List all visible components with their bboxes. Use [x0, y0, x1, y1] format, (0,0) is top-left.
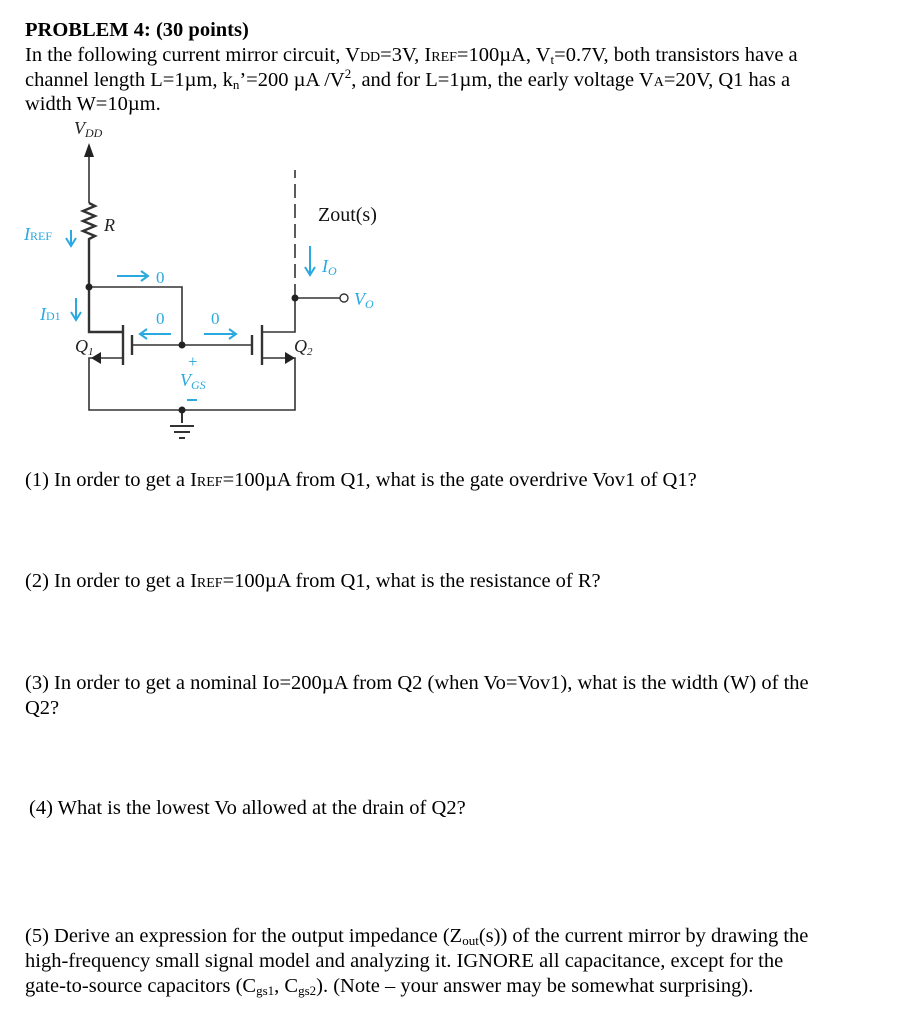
question-5-line-3 — [25, 974, 753, 998]
q1-transistor — [123, 325, 132, 365]
t: channel length L=1µm, k — [25, 69, 233, 91]
arrow-right-icon — [117, 271, 148, 281]
question-5 — [25, 924, 808, 948]
zout-label: Zout(s) — [318, 204, 377, 226]
question-1 — [25, 468, 697, 495]
t: (5) Derive an expression for the output impedance (Z — [25, 925, 463, 947]
current-zero-label: 0 — [211, 309, 220, 328]
t: =100µA from Q1, what is the gate overdrive Vov1 of Q1? — [222, 469, 697, 491]
intro-line-2 — [25, 68, 790, 95]
io-arrow-icon — [305, 246, 315, 275]
t: (2) In order to get a I — [25, 570, 197, 592]
resistor-r — [83, 203, 123, 332]
t: gate-to-source capacitors (C — [25, 975, 257, 997]
t: ’=200 µA /V — [239, 69, 345, 91]
question-2 — [25, 569, 601, 596]
question-4: (4) What is the lowest Vo allowed at the drain of Q2? — [29, 797, 466, 819]
arrow-right-icon — [204, 329, 236, 339]
t: =100µA, V — [456, 44, 551, 66]
id1-arrow-icon — [71, 298, 81, 320]
t: DD — [359, 50, 381, 65]
t: ). (Note – your answer may be somewhat surprising). — [316, 975, 754, 997]
t: , C — [274, 975, 299, 997]
vdd-arrow-icon — [84, 143, 94, 157]
plus-sign: + — [188, 352, 198, 371]
intro-line-3: width W=10µm. — [25, 93, 161, 115]
current-zero-label: 0 — [156, 309, 165, 328]
t: gs1 — [256, 983, 275, 998]
arrow-left-icon — [140, 329, 171, 339]
t: In the following current mirror circuit, V — [25, 44, 360, 66]
t: =20V, Q1 has a — [663, 69, 791, 91]
t: (s)) of the current mirror by drawing the — [478, 925, 809, 947]
gate-connection — [89, 287, 182, 345]
io-label: IO — [322, 256, 337, 278]
id1-label: ID1 — [40, 304, 61, 324]
iref-label: IREF — [24, 224, 53, 244]
t: REF — [196, 576, 223, 591]
current-zero-label: 0 — [156, 268, 165, 287]
question-3-cont: Q2? — [25, 697, 60, 719]
r-label: R — [104, 215, 115, 235]
t: =100µA from Q1, what is the resistance of R? — [222, 570, 601, 592]
t: out — [462, 933, 479, 948]
t: REF — [431, 50, 457, 65]
question-3: (3) In order to get a nominal Io=200µA from Q2 (when Vo=Vov1), what is the width (W) of the — [25, 672, 809, 694]
t: gs2 — [298, 983, 317, 998]
vo-label: VO — [354, 289, 374, 311]
t: A — [653, 75, 664, 90]
t: REF — [196, 475, 223, 490]
t: t — [550, 52, 555, 67]
vo-terminal — [340, 294, 348, 302]
t: n — [232, 77, 240, 92]
iref-arrow-icon — [66, 230, 76, 246]
t: (1) In order to get a I — [25, 469, 197, 491]
current-mirror-circuit — [0, 110, 420, 450]
ground-icon — [170, 410, 194, 438]
q2-label: Q2 — [294, 336, 313, 358]
problem-title: PROBLEM 4: (30 points) — [25, 19, 249, 41]
q2-transistor — [252, 325, 262, 365]
q1-label: Q1 — [75, 336, 94, 358]
t: , and for L=1µm, the early voltage V — [351, 69, 654, 91]
vgs-label: VGS — [180, 370, 206, 392]
t: 2 — [344, 66, 352, 82]
t: =3V, I — [380, 44, 432, 66]
intro-line-1 — [25, 43, 798, 70]
vdd-label: VDD — [74, 118, 103, 140]
t: =0.7V, both transistors have a — [554, 44, 798, 66]
question-5-line-2: high-frequency small signal model and analyzing it. IGNORE all capacitance, except for the — [25, 950, 784, 972]
